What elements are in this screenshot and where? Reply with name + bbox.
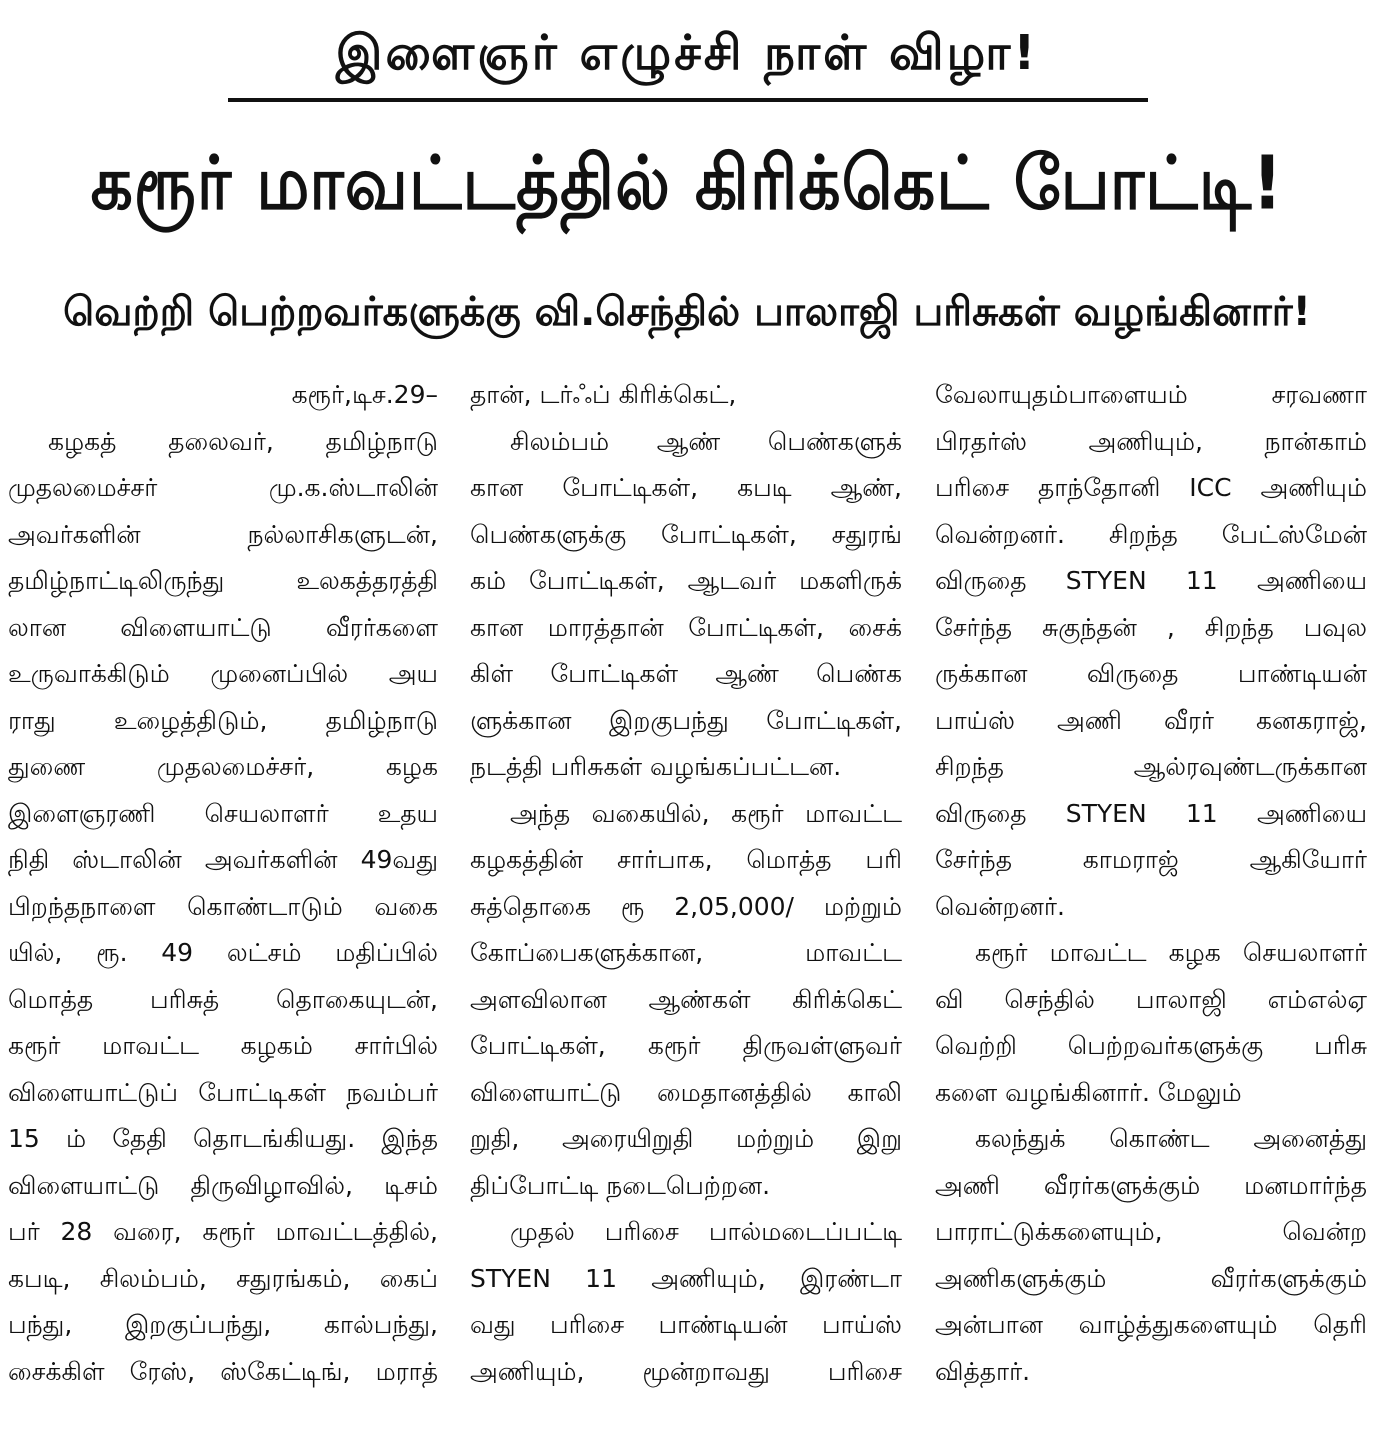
kicker-title: இளைஞர் எழுச்சி நாள் விழா!: [335, 25, 1039, 81]
text-line: பாராட்டுக்களையும், வென்ற: [935, 1217, 1367, 1246]
text-line: அணி வீரர்களுக்கும் மனமார்ந்த: [935, 1170, 1367, 1200]
kicker-underline: [228, 98, 1148, 102]
text-line: நிதி ஸ்டாலின் அவர்களின் 49வது: [8, 845, 438, 874]
text-line: பிறந்தநாளை கொண்டாடும் வகை: [8, 891, 438, 921]
subheadline: வெற்றி பெற்றவர்களுக்கு வி.செந்தில் பாலாஜி பரிசுகள் வழங்கினார்!: [63, 289, 1311, 335]
text-line: சேர்ந்த காமராஜ் ஆகியோர்: [935, 845, 1367, 874]
text-line: முதல் பரிசை பால்மடைப்பட்டி: [510, 1217, 902, 1246]
text-line: சிறந்த ஆல்ரவுண்டருக்கான: [935, 752, 1367, 781]
text-line: அளவிலான ஆண்கள் கிரிக்கெட்: [470, 984, 902, 1014]
text-line: கழகத் தலைவர், தமிழ்நாடு: [48, 426, 438, 456]
text-line: வேலாயுதம்பாளையம் சரவணா: [935, 380, 1367, 409]
text-line: யில், ரூ. 49 லட்சம் மதிப்பில்: [8, 938, 438, 967]
text-line: கரூர் மாவட்ட கழக செயலாளர்: [975, 938, 1367, 967]
text-line: கரூர் மாவட்ட கழகம் சார்பில்: [8, 1031, 438, 1060]
text-line: பாய்ஸ் அணி வீரர் கனகராஜ்,: [935, 705, 1367, 735]
text-line: சிலம்பம் ஆண் பெண்களுக்: [510, 426, 902, 456]
text-line: வது பரிசை பாண்டியன் பாய்ஸ்: [470, 1310, 902, 1339]
text-line: முதலமைச்சர் மு.க.ஸ்டாலின்: [8, 473, 438, 502]
text-line: அந்த வகையில், கரூர் மாவட்ட: [510, 798, 902, 828]
text-line: அவர்களின் நல்லாசிகளுடன்,: [8, 519, 438, 549]
text-line: லான விளையாட்டு வீரர்களை: [8, 612, 438, 642]
text-line: மொத்த பரிசுத் தொகையுடன்,: [8, 984, 438, 1014]
text-line: வி செந்தில் பாலாஜி எம்எல்ஏ: [935, 984, 1367, 1014]
text-line: வித்தார்.: [935, 1356, 1031, 1386]
text-line: கம் போட்டிகள், ஆடவர் மகளிருக்: [470, 566, 902, 595]
text-line: வென்றனர். சிறந்த பேட்ஸ்மேன்: [935, 519, 1367, 549]
text-line: விளையாட்டு மைதானத்தில் காலி: [470, 1077, 902, 1107]
text-line: பரிசை தாந்தோனி ICC அணியும்: [935, 473, 1367, 502]
text-line: அன்பான வாழ்த்துகளையும் தெரி: [935, 1310, 1367, 1339]
text-line: துணை முதலமைச்சர், கழக: [8, 752, 438, 781]
text-line: கலந்துக் கொண்ட அனைத்து: [975, 1124, 1367, 1153]
text-line: சுத்தொகை ரூ 2,05,000/ மற்றும்: [470, 891, 902, 921]
text-line: போட்டிகள், கரூர் திருவள்ளுவர்: [470, 1031, 902, 1060]
text-line: றுதி, அரையிறுதி மற்றும் இறு: [470, 1124, 902, 1153]
text-line: விளையாட்டுப் போட்டிகள் நவம்பர்: [8, 1077, 438, 1107]
text-line: வெற்றி பெற்றவர்களுக்கு பரிசு: [935, 1031, 1367, 1060]
text-line: ளுக்கான இறகுபந்து போட்டிகள்,: [470, 705, 902, 735]
article-column-1: [8, 372, 438, 1395]
text-line: கபடி, சிலம்பம், சதுரங்கம், கைப்: [8, 1263, 438, 1293]
text-line: களை வழங்கினார். மேலும்: [935, 1077, 1242, 1107]
text-line: வென்றனர்.: [935, 891, 1065, 921]
text-line: கான மாரத்தான் போட்டிகள், சைக்: [470, 612, 902, 642]
text-line: தான், டர்ஃப் கிரிக்கெட்,: [470, 380, 737, 409]
text-line: நடத்தி பரிசுகள் வழங்கப்பட்டன.: [470, 752, 842, 781]
headline: கரூர் மாவட்டத்தில் கிரிக்கெட் போட்டி!: [90, 140, 1284, 227]
text-line: தமிழ்நாட்டிலிருந்து உலகத்தரத்தி: [8, 566, 438, 595]
text-line: உருவாக்கிடும் முனைப்பில் அய: [8, 659, 438, 688]
text-line: கழகத்தின் சார்பாக, மொத்த பரி: [470, 845, 902, 874]
text-line: பந்து, இறகுப்பந்து, கால்பந்து,: [8, 1310, 438, 1339]
text-line: சைக்கிள் ரேஸ், ஸ்கேட்டிங், மராத்: [8, 1356, 438, 1386]
text-line: விருதை STYEN 11 அணியை: [935, 566, 1367, 595]
text-line: கிள் போட்டிகள் ஆண் பெண்க: [470, 659, 902, 688]
text-line: 15 ம் தேதி தொடங்கியது. இந்த: [8, 1124, 438, 1153]
text-line: ராது உழைத்திடும், தமிழ்நாடு: [8, 705, 438, 735]
dateline: கரூர்,டிச.29–: [291, 380, 438, 409]
text-line: திப்போட்டி நடைபெற்றன.: [470, 1170, 771, 1200]
article-column-2: [470, 372, 902, 1395]
text-line: விளையாட்டு திருவிழாவில், டிசம்: [8, 1170, 438, 1200]
text-line: பர் 28 வரை, கரூர் மாவட்டத்தில்,: [8, 1217, 438, 1246]
text-line: STYEN 11 அணியும், இரண்டா: [470, 1263, 902, 1293]
text-line: ருக்கான விருதை பாண்டியன்: [935, 659, 1367, 688]
text-line: கான போட்டிகள், கபடி ஆண்,: [470, 473, 902, 502]
text-line: விருதை STYEN 11 அணியை: [935, 798, 1367, 828]
text-line: இளைஞரணி செயலாளர் உதய: [8, 798, 438, 828]
text-line: அணிகளுக்கும் வீரர்களுக்கும்: [935, 1263, 1367, 1293]
article-column-3: [935, 372, 1367, 1395]
text-line: சேர்ந்த சுகுந்தன் , சிறந்த பவுல: [935, 612, 1367, 642]
text-line: கோப்பைகளுக்கான, மாவட்ட: [470, 938, 902, 967]
text-line: பெண்களுக்கு போட்டிகள், சதுரங்: [470, 519, 902, 549]
text-line: அணியும், மூன்றாவது பரிசை: [470, 1356, 902, 1386]
text-line: பிரதர்ஸ் அணியும், நான்காம்: [935, 426, 1367, 456]
